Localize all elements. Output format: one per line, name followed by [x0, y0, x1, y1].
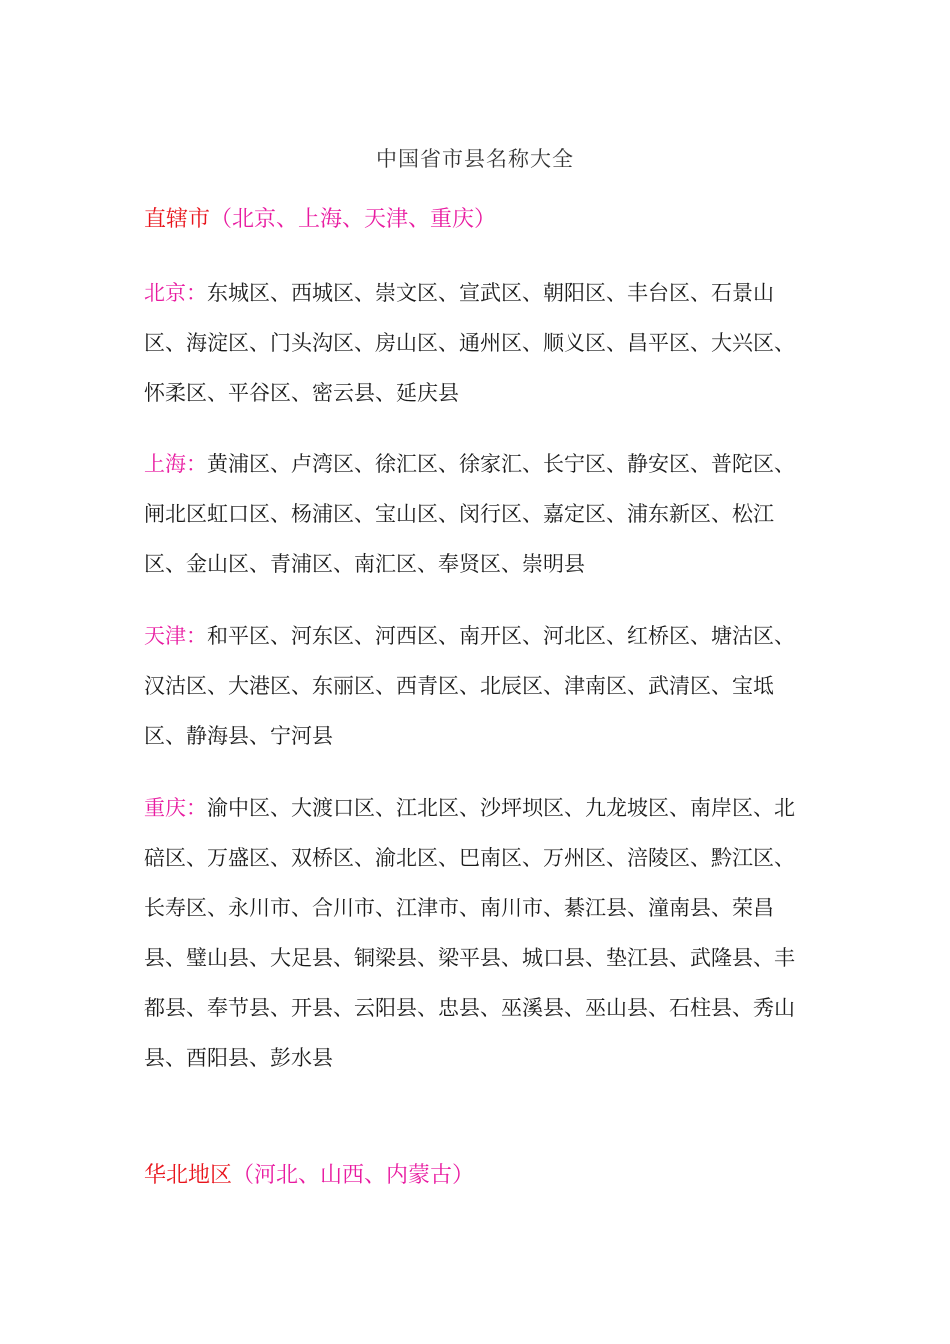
section-region-label: 直辖市 [144, 207, 211, 232]
entry-tianjin [144, 611, 810, 761]
document-title: 中国省市县名称大全 [376, 147, 574, 171]
entry-shanghai [144, 439, 810, 589]
entry-chongqing [144, 783, 810, 1083]
entry-label: 天津： [144, 624, 207, 648]
entry-label: 上海： [144, 452, 207, 476]
entry-label: 重庆： [144, 796, 207, 820]
section-region-list: （河北、山西、内蒙古） [232, 1163, 475, 1188]
section-heading-north-china [144, 1161, 810, 1191]
entry-beijing [144, 268, 810, 418]
entry-text: 渝中区、大渡口区、江北区、沙坪坝区、九龙坡区、南岸区、北碚区、万盛区、双桥区、渝北区、巴南区、万州区、涪陵区、黔江区、长寿区、永川市、合川市、江津市、南川市、綦江县、潼南县、荣昌县、璧山县、大足县、铜梁县、梁平县、城口县、垫江县、武隆县、丰都县、奉节县、开县、云阳县、忠县、巫溪县、巫山县、石柱县、秀山县、酉阳县、彭水县 [144, 796, 795, 1070]
entry-text: 黄浦区、卢湾区、徐汇区、徐家汇、长宁区、静安区、普陀区、闸北区虹口区、杨浦区、宝山区、闵行区、嘉定区、浦东新区、松江区、金山区、青浦区、南汇区、奉贤区、崇明县 [144, 452, 795, 576]
section-region-label: 华北地区 [144, 1163, 233, 1188]
entry-text: 和平区、河东区、河西区、南开区、河北区、红桥区、塘沽区、汉沽区、大港区、东丽区、西青区、北辰区、津南区、武清区、宝坻区、静海县、宁河县 [144, 624, 795, 748]
section-heading-municipalities [144, 205, 810, 235]
entry-text: 东城区、西城区、崇文区、宣武区、朝阳区、丰台区、石景山区、海淀区、门头沟区、房山区、通州区、顺义区、昌平区、大兴区、怀柔区、平谷区、密云县、延庆县 [144, 281, 795, 405]
section-region-list: （北京、上海、天津、重庆） [210, 207, 497, 232]
entry-label: 北京： [144, 281, 207, 305]
